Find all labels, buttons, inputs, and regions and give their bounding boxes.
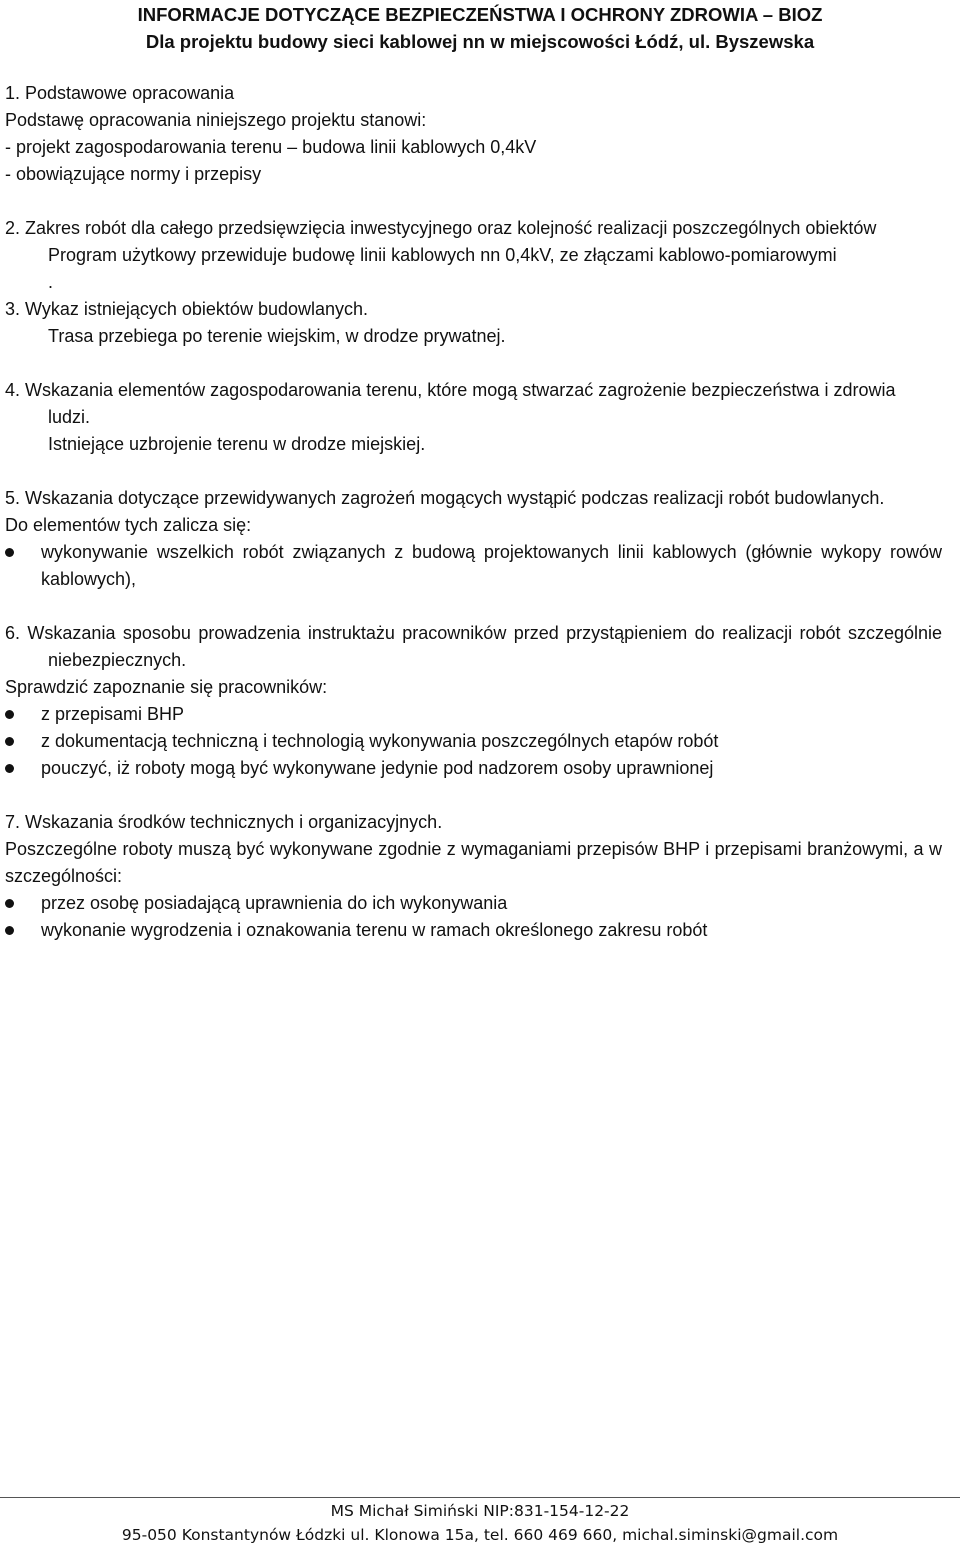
bullet-icon [5,737,14,746]
section-7 [5,809,942,944]
section-6-intro: Sprawdzić zapoznanie się pracowników: [5,677,328,697]
section-2 [5,215,942,296]
section-1-line: Podstawę opracowania niniejszego projektu stanowi: [5,110,427,130]
section-5 [5,485,942,593]
section-5-list [5,539,942,593]
list-item [5,539,942,593]
section-1 [5,80,942,188]
list-item-text: z przepisami BHP [41,704,185,724]
bullet-icon [5,548,14,557]
section-6-list [5,701,942,782]
list-item [5,755,942,782]
list-item-text: z dokumentacją techniczną i technologią wykonywania poszczególnych etapów robót [41,731,719,751]
section-3-heading: 3. Wykaz istniejących obiektów budowlanych. [5,299,369,319]
page-footer [0,1497,960,1547]
section-2-body: Program użytkowy przewiduje budowę linii kablowych nn 0,4kV, ze złączami kablowo-pomiarowymi [48,245,837,265]
section-4 [5,377,942,458]
section-2-heading: 2. Zakres robót dla całego przedsięwzięcia inwestycyjnego oraz kolejność realizacji poszczególnych obiektów [5,218,877,238]
list-item [5,701,942,728]
section-1-heading: 1. Podstawowe opracowania [5,83,235,103]
section-4-body: Istniejące uzbrojenie terenu w drodze miejskiej. [48,434,426,454]
bullet-icon [5,899,14,908]
section-3 [5,296,942,350]
list-item [5,917,942,944]
document-header [0,0,960,55]
document-title: INFORMACJE DOTYCZĄCE BEZPIECZEŃSTWA I OCHRONY ZDROWIA – BIOZ [137,4,823,25]
section-6-heading: 6. Wskazania sposobu prowadzenia instruktażu pracowników przed przystąpieniem do realizacji robót szczególnie niebezpiecznych. [5,623,942,670]
bullet-icon [5,764,14,773]
list-item-text: przez osobę posiadającą uprawnienia do ich wykonywania [41,893,508,913]
list-item [5,890,942,917]
section-1-line: - obowiązujące normy i przepisy [5,164,262,184]
footer-address: 95-050 Konstantynów Łódzki ul. Klonowa 15a, tel. 660 469 660, michal.siminski@gmail.com [121,1526,839,1544]
section-2-trail: . [48,272,54,292]
list-item-text: wykonanie wygrodzenia i oznakowania terenu w ramach określonego zakresu robót [41,920,708,940]
bullet-icon [5,710,14,719]
bullet-icon [5,926,14,935]
section-1-line: - projekt zagospodarowania terenu – budowa linii kablowych 0,4kV [5,137,537,157]
list-item-text: wykonywanie wszelkich robót związanych z budową projektowanych linii kablowych (głównie wykopy rowów kablowych), [41,542,942,589]
section-7-heading: 7. Wskazania środków technicznych i organizacyjnych. [5,812,443,832]
section-7-list [5,890,942,944]
list-item [5,728,942,755]
section-3-body: Trasa przebiega po terenie wiejskim, w drodze prywatnej. [48,326,506,346]
section-5-heading: 5. Wskazania dotyczące przewidywanych zagrożeń mogących wystąpić podczas realizacji robót budowlanych. [5,488,885,508]
list-item-text: pouczyć, iż roboty mogą być wykonywane jedynie pod nadzorem osoby uprawnionej [41,758,714,778]
section-7-intro: Poszczególne roboty muszą być wykonywane zgodnie z wymaganiami przepisów BHP i przepisami branżowymi, a w szczególności: [5,839,942,886]
footer-company: MS Michał Simiński NIP:831-154-12-22 [330,1502,630,1520]
document-body [5,80,942,944]
section-5-intro: Do elementów tych zalicza się: [5,515,252,535]
document-subtitle: Dla projektu budowy sieci kablowej nn w miejscowości Łódź, ul. Byszewska [145,31,815,52]
section-6 [5,620,942,782]
section-4-heading: 4. Wskazania elementów zagospodarowania terenu, które mogą stwarzać zagrożenie bezpieczeństwa i zdrowia ludzi. [5,380,896,427]
